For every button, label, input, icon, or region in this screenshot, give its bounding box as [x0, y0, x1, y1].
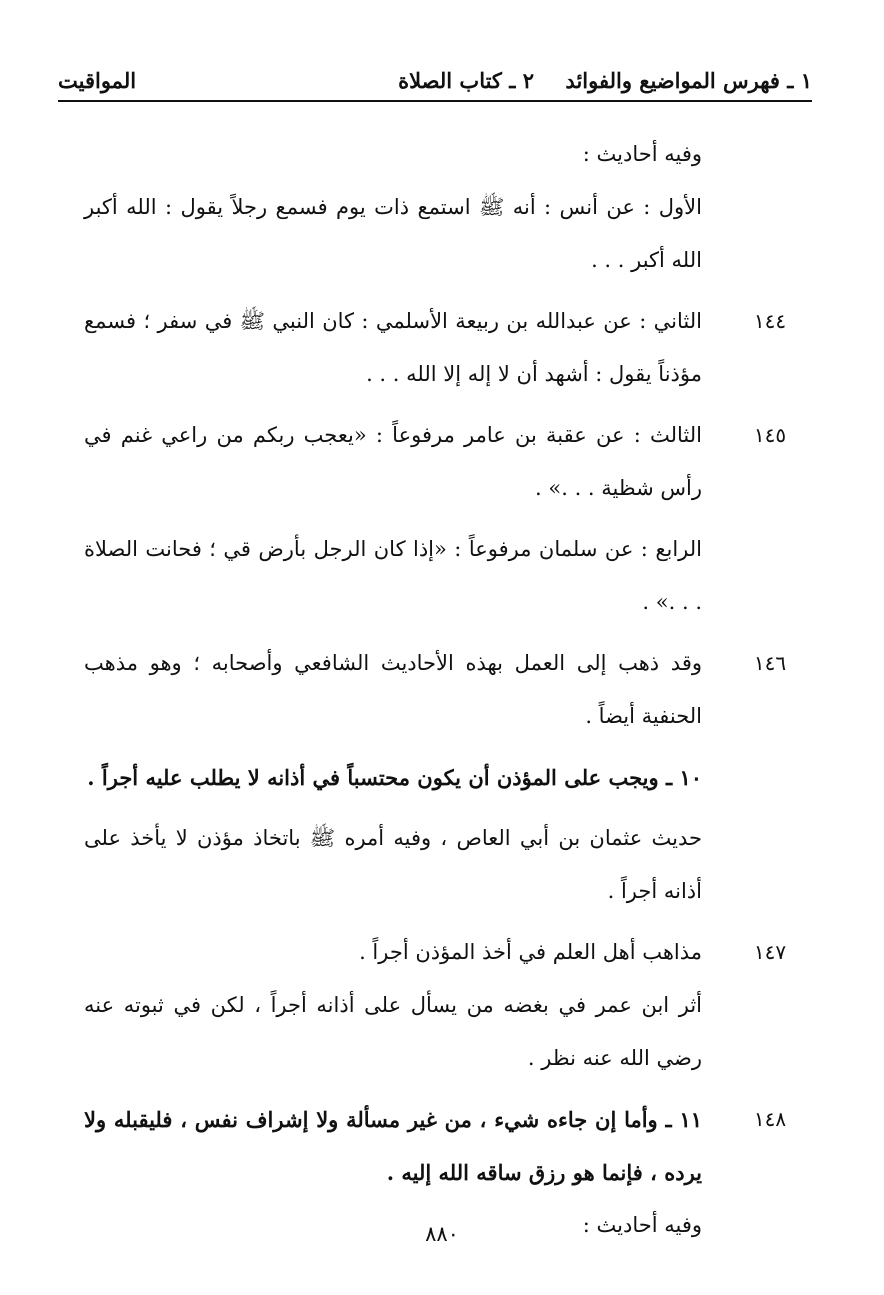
margin-number: ١٤٤ — [753, 309, 787, 333]
paragraph — [84, 979, 702, 1085]
paragraph — [84, 295, 787, 401]
margin-number: ١٤٥ — [753, 423, 787, 447]
margin-number: ١٤٦ — [753, 651, 787, 675]
paragraph-text: وفيه أحاديث : — [582, 1213, 702, 1237]
section-heading — [84, 1093, 787, 1199]
paragraph-text: الثاني : عن عبدالله بن ربيعة الأسلمي : كان النبي ﷺ في سفر ؛ فسمع مؤذناً يقول : أشهد أن لا إله إلا الله . . . — [84, 309, 702, 386]
page-number: ٨٨٠ — [425, 1222, 459, 1246]
paragraph-text: الرابع : عن سلمان مرفوعاً : «إذا كان الرجل بأرض قي ؛ فحانت الصلاة . . .» . — [84, 537, 702, 614]
paragraph — [84, 523, 702, 629]
header-book-title: ٢ ـ كتاب الصلاة — [398, 68, 534, 93]
margin-number: ١٤٧ — [753, 940, 787, 964]
paragraph-text: وقد ذهب إلى العمل بهذه الأحاديث الشافعي وأصحابه ؛ وهو مذهب الحنفية أيضاً . — [84, 651, 702, 728]
paragraph-text: الأول : عن أنس : أنه ﷺ استمع ذات يوم فسمع رجلاً يقول : الله أكبر الله أكبر . . . — [84, 195, 702, 272]
paragraph — [84, 637, 787, 743]
paragraph-text: وفيه أحاديث : — [582, 142, 702, 166]
margin-number: ١٤٨ — [753, 1107, 787, 1131]
paragraph — [84, 181, 702, 287]
paragraph — [84, 812, 702, 918]
running-header — [58, 60, 812, 102]
paragraph-text: ١١ ـ وأما إن جاءه شيء ، من غير مسألة ولا إشراف نفس ، فليقبله ولا يرده ، فإنما هو رزق ساقه الله إليه . — [84, 1107, 702, 1185]
paragraph-text: أثر ابن عمر في بغضه من يسأل على أذانه أجراً ، لكن في ثبوته عنه رضي الله عنه نظر . — [84, 993, 702, 1070]
header-section-title: ١ ـ فهرس المواضيع والفوائد — [565, 68, 812, 93]
paragraph — [84, 926, 787, 979]
paragraph — [84, 409, 787, 515]
header-chapter-title: المواقيت — [58, 68, 137, 93]
paragraph-text: الثالث : عن عقبة بن عامر مرفوعاً : «يعجب ربكم من راعي غنم في رأس شظية . . .» . — [84, 423, 702, 500]
paragraph-text: مذاهب أهل العلم في أخذ المؤذن أجراً . — [359, 940, 702, 964]
paragraph-text: ١٠ ـ ويجب على المؤذن أن يكون محتسباً في أذانه لا يطلب عليه أجراً . — [87, 765, 702, 790]
section-heading — [84, 751, 702, 804]
paragraph — [84, 128, 702, 181]
paragraph-text: حديث عثمان بن أبي العاص ، وفيه أمره ﷺ باتخاذ مؤذن لا يأخذ على أذانه أجراً . — [84, 826, 702, 903]
page-body — [84, 128, 787, 1252]
